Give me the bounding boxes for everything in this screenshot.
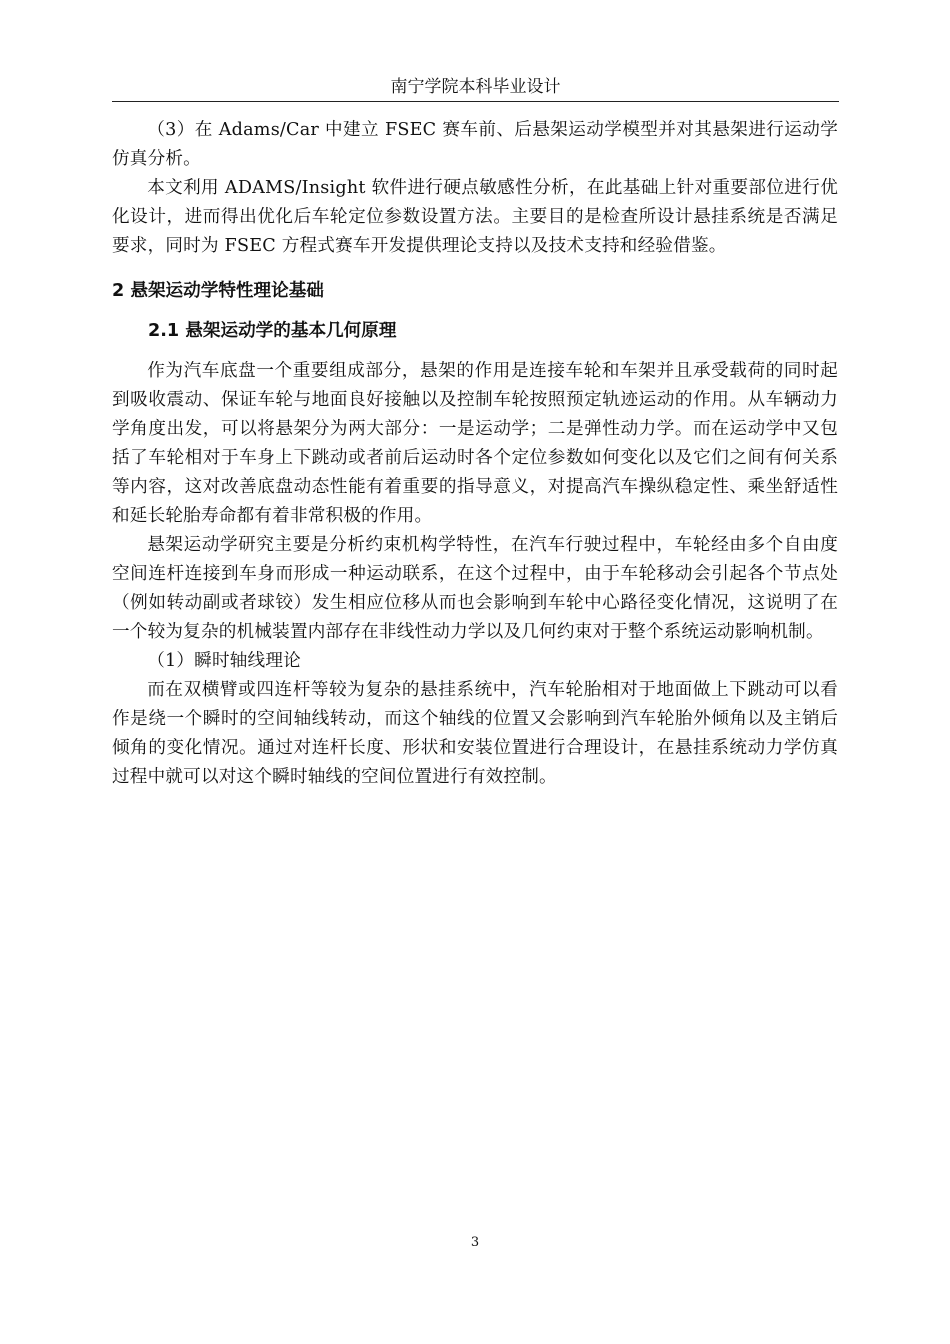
header-rule — [112, 101, 839, 102]
paragraph-method: 本文利用 ADAMS/Insight 软件进行硬点敏感性分析，在此基础上针对重要部位进行优化设计，进而得出优化后车轮定位参数设置方法。主要目的是检查所设计悬挂系统是否满足要求，同时为 FSEC 方程式赛车开发提供理论支持以及技术支持和经验借鉴。 — [112, 178, 838, 256]
section-heading: 2 悬架运动学特性理论基础 — [112, 281, 324, 301]
page-body — [112, 116, 838, 792]
page-header: 南宁学院本科毕业设计 — [390, 77, 561, 97]
list-item-instant-axis: （1）瞬时轴线理论 — [147, 651, 301, 671]
paragraph-objective-3: （3）在 Adams/Car 中建立 FSEC 赛车前、后悬架运动学模型并对其悬架进行运动学仿真分析。 — [112, 120, 838, 169]
paragraph-instant-axis: 而在双横臂或四连杆等较为复杂的悬挂系统中，汽车轮胎相对于地面做上下跳动可以看作是绕一个瞬时的空间轴线转动，而这个轴线的位置又会影响到汽车轮胎外倾角以及主销后倾角的变化情况。通过对连杆长度、形状和安装位置进行合理设计，在悬挂系统动力学仿真过程中就可以对这个瞬时轴线的空间位置进行有效控制。 — [112, 680, 838, 787]
paragraph-suspension-role: 作为汽车底盘一个重要组成部分，悬架的作用是连接车轮和车架并且承受载荷的同时起到吸收震动、保证车轮与地面良好接触以及控制车轮按照预定轨迹运动的作用。从车辆动力学角度出发，可以将悬架分为两大部分：一是运动学；二是弹性动力学。而在运动学中又包括了车轮相对于车身上下跳动或者前后运动时各个定位参数如何变化以及它们之间有何关系等内容，这对改善底盘动态性能有着重要的指导意义，对提高汽车操纵稳定性、乘坐舒适性和延长轮胎寿命都有着非常积极的作用。 — [112, 361, 838, 526]
paragraph-kinematics-research: 悬架运动学研究主要是分析约束机构学特性，在汽车行驶过程中，车轮经由多个自由度空间连杆连接到车身而形成一种运动联系，在这个过程中，由于车轮移动会引起各个节点处（例如转动副或者球铰）发生相应位移从而也会影响到车轮中心路径变化情况，这说明了在一个较为复杂的机械装置内部存在非线性动力学以及几何约束对于整个系统运动影响机制。 — [112, 535, 838, 642]
subsection-heading: 2.1 悬架运动学的基本几何原理 — [148, 321, 397, 341]
page-number: 3 — [470, 1235, 480, 1250]
